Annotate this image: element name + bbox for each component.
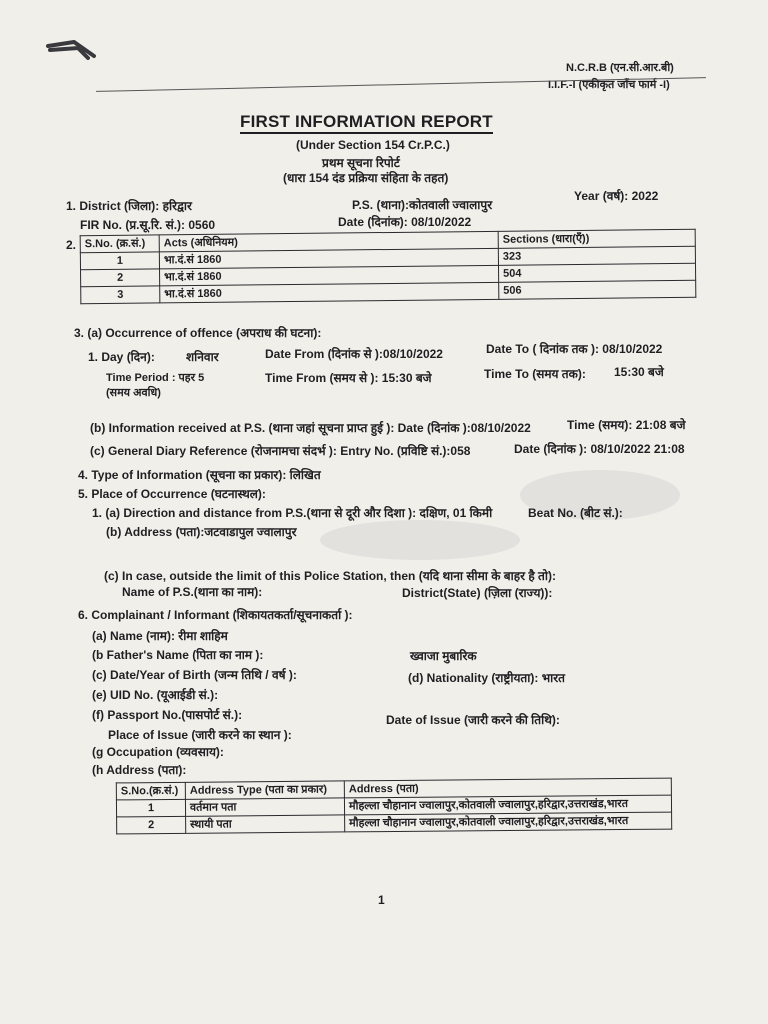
outside-limit-field: (c) In case, outside the limit of this Police Station, then (यदि थाना सीमा के बाहर है तो):: [104, 569, 556, 583]
district-field: 1. District (जिला): हरिद्वार: [66, 199, 192, 213]
fir-number-field: FIR No. (प्र.सू.रि. सं.): 0560: [80, 218, 216, 232]
page-number: 1: [378, 893, 385, 907]
occupation-field: (g Occupation (व्यवसाय):: [92, 745, 224, 759]
time-from-field: Time From (समय से ): 15:30 बजे: [265, 371, 432, 385]
page-title: FIRST INFORMATION REPORT: [240, 112, 493, 134]
nationality-field: (d) Nationality (राष्ट्रीयता): भारत: [408, 671, 565, 685]
table-cell: मौहल्ला चौहानान ज्वालापुर,कोतवाली ज्वालापुर,हरिद्वार,उत्तराखंड,भारत: [344, 795, 671, 815]
table-cell: भा.दं.सं 1860: [160, 282, 499, 303]
occurrence-address-field: (b) Address (पता):जटवाडापुल ज्वालापुर: [106, 525, 297, 539]
information-type-field: 4. Type of Information (सूचना का प्रकार): लिखित: [78, 468, 321, 482]
table-cell: भा.दं.सं 1860: [160, 265, 499, 286]
general-diary-date: Date (दिनांक ): 08/10/2022 21:08: [514, 442, 685, 456]
time-period-field: Time Period : पहर 5: [106, 372, 205, 384]
table-cell: 3: [81, 286, 160, 304]
complainant-address-label: (h Address (पता):: [92, 763, 187, 777]
time-to-label: Time To (समय तक):: [484, 367, 586, 381]
ps-name-field: Name of P.S.(थाना का नाम):: [122, 585, 263, 599]
table-header-cell: Address (पता): [344, 778, 671, 798]
complainant-heading: 6. Complainant / Informant (शिकायतकर्ता/सूचनाकर्ता ):: [78, 608, 353, 622]
table-cell: 2: [117, 816, 186, 834]
complainant-name-field: (a) Name (नाम): रीमा शाहिम: [92, 629, 228, 643]
father-name-label: (b Father's Name (पिता का नाम ):: [92, 648, 264, 662]
beat-number-field: Beat No. (बीट सं.):: [528, 506, 623, 520]
time-period-hindi: (समय अवधि): [106, 387, 161, 399]
district-state-field: District(State) (ज़िला (राज्य)):: [402, 586, 553, 600]
date-of-issue-field: Date of Issue (जारी करने की तिथि):: [386, 713, 560, 727]
day-label: 1. Day (दिन):: [88, 350, 155, 364]
date-of-birth-field: (c) Date/Year of Birth (जन्म तिथि / वर्ष ):: [92, 668, 297, 682]
table-cell: स्थायी पता: [186, 815, 345, 833]
place-of-occurrence-heading: 5. Place of Occurrence (घटनास्थल):: [78, 487, 266, 501]
subtitle-hindi-section: (धारा 154 दंड प्रक्रिया संहिता के तहत): [283, 171, 449, 185]
table-cell: 1: [80, 252, 159, 270]
info-time-field: Time (समय): 21:08 बजे: [567, 418, 686, 432]
fir-date-field: Date (दिनांक): 08/10/2022: [338, 215, 472, 229]
uid-field: (e) UID No. (यूआईडी सं.):: [92, 688, 219, 702]
table-header-cell: Sections (धारा(एँ)): [498, 229, 695, 248]
date-to-field: Date To ( दिनांक तक ): 08/10/2022: [486, 342, 663, 356]
paper-smudge: [320, 520, 520, 560]
table-cell: 504: [498, 263, 695, 282]
table-cell: मौहल्ला चौहानान ज्वालापुर,कोतवाली ज्वालापुर,हरिद्वार,उत्तराखंड,भारत: [345, 812, 672, 832]
general-diary-field: (c) General Diary Reference (रोजनामचा संदर्भ ): Entry No. (प्रविष्टि सं.):058: [90, 444, 471, 458]
day-value: शनिवार: [186, 350, 219, 364]
table-cell: 323: [498, 246, 695, 265]
iif-label: I.I.F.-I (एकीकृत जाँच फार्म -I): [548, 79, 670, 91]
info-received-field: (b) Information received at P.S. (थाना जहां सूचना प्राप्त हुई ): Date (दिनांक ):08/10/2022: [90, 421, 531, 435]
time-to-value: 15:30 बजे: [614, 365, 664, 379]
year-field: Year (वर्ष): 2022: [574, 189, 659, 203]
table-cell: 506: [499, 280, 696, 299]
subtitle-hindi: प्रथम सूचना रिपोर्ट: [322, 156, 400, 170]
table-cell: 2: [81, 269, 160, 287]
paper-clip-icon: [44, 38, 98, 60]
date-from-field: Date From (दिनांक से ):08/10/2022: [265, 347, 443, 361]
occurrence-heading: 3. (a) Occurrence of offence (अपराध की घटना):: [74, 326, 322, 340]
table-cell: भा.दं.सं 1860: [159, 248, 498, 269]
table-cell: वर्तमान पता: [185, 798, 344, 816]
place-of-issue-field: Place of Issue (जारी करने का स्थान ):: [108, 728, 292, 742]
section-number-2: 2.: [66, 238, 77, 252]
acts-sections-table: [80, 229, 697, 304]
father-name-value: ख्वाजा मुबारिक: [410, 649, 477, 663]
ncrb-label: N.C.R.B (एन.सी.आर.बी): [566, 62, 674, 74]
table-header-cell: Address Type (पता का प्रकार): [185, 781, 344, 799]
table-cell: 1: [116, 799, 185, 817]
police-station-field: P.S. (थाना):कोतवाली ज्वालापुर: [352, 198, 493, 212]
address-table: [116, 778, 672, 835]
table-header-cell: S.No. (क्र.सं.): [80, 235, 159, 253]
passport-field: (f) Passport No.(पासपोर्ट सं.):: [92, 708, 243, 722]
table-header-cell: Acts (अधिनियम): [159, 231, 498, 252]
subtitle-section: (Under Section 154 Cr.P.C.): [296, 138, 450, 152]
table-header-cell: S.No.(क्र.सं.): [116, 782, 185, 800]
direction-distance-field: 1. (a) Direction and distance from P.S.(थाना से दूरी और दिशा ): दक्षिण, 01 किमी: [92, 506, 493, 520]
